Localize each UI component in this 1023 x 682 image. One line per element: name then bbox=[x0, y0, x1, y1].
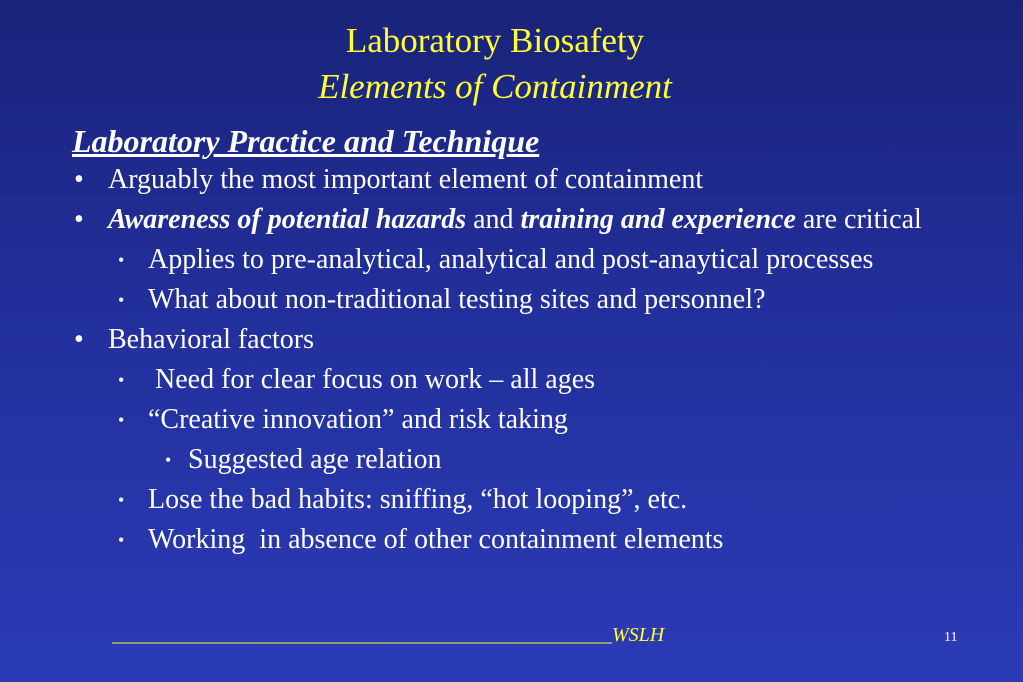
sub-bullet-item bbox=[72, 404, 992, 436]
sub-bullet-item bbox=[72, 364, 992, 396]
bullet-text: Applies to pre-analytical, analytical and post-anaytical processes bbox=[148, 244, 874, 275]
bullet-list bbox=[72, 164, 992, 564]
bullet-marker: • bbox=[74, 204, 84, 235]
bullet-text: “Creative innovation” and risk taking bbox=[148, 404, 568, 435]
bullet-text: Lose the bad habits: sniffing, “hot looping”, etc. bbox=[148, 484, 688, 515]
sub-bullet-item bbox=[72, 284, 992, 316]
footer-org: WSLH bbox=[612, 624, 665, 646]
page-number: 11 bbox=[944, 630, 958, 645]
bullet-text: and bbox=[466, 204, 521, 235]
bullet-marker: • bbox=[118, 370, 125, 390]
sub-bullet-item bbox=[72, 524, 992, 556]
bullet-text: Working in absence of other containment elements bbox=[148, 524, 724, 555]
bullet-text: Arguably the most important element of containment bbox=[108, 164, 704, 195]
emphasis-text: training and experience bbox=[520, 204, 796, 235]
bullet-text: Need for clear focus on work – all ages bbox=[148, 364, 596, 395]
footer bbox=[112, 624, 664, 647]
bullet-text: are critical bbox=[795, 204, 922, 235]
sub-sub-bullet-item bbox=[72, 444, 992, 476]
bullet-text: Suggested age relation bbox=[188, 444, 442, 475]
sub-bullet-item bbox=[72, 484, 992, 516]
sub-bullet-item bbox=[72, 244, 992, 276]
bullet-marker: • bbox=[118, 290, 125, 310]
title-subtitle: Elements of Containment bbox=[318, 67, 672, 106]
bullet-marker: • bbox=[74, 164, 84, 195]
bullet-text: What about non-traditional testing sites and personnel? bbox=[148, 284, 766, 315]
bullet-marker: • bbox=[118, 490, 125, 510]
title-main: Laboratory Biosafety bbox=[345, 21, 645, 60]
emphasis-text: Awareness of potential hazards bbox=[108, 204, 467, 235]
bullet-item bbox=[72, 164, 992, 196]
bullet-marker: • bbox=[165, 450, 172, 470]
slide-title bbox=[0, 18, 990, 110]
bullet-marker: • bbox=[118, 410, 125, 430]
section-heading: Laboratory Practice and Technique bbox=[72, 123, 540, 159]
bullet-item bbox=[72, 204, 992, 236]
bullet-text: Behavioral factors bbox=[108, 324, 315, 355]
footer-rule: __________________________________________________ bbox=[112, 624, 612, 646]
bullet-marker: • bbox=[74, 324, 84, 355]
bullet-marker: • bbox=[118, 530, 125, 550]
bullet-item bbox=[72, 324, 992, 356]
bullet-marker: • bbox=[118, 250, 125, 270]
